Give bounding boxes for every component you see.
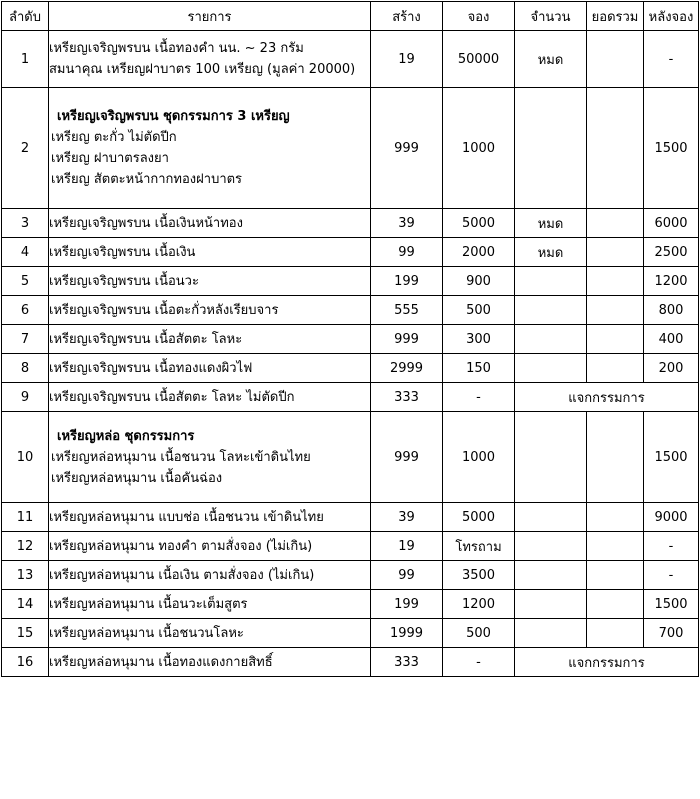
row-total <box>587 238 644 267</box>
table-row <box>2 238 699 267</box>
row-made: 39 <box>371 209 443 238</box>
row-item <box>49 354 371 383</box>
row-item <box>49 238 371 267</box>
table-row <box>2 267 699 296</box>
row-item <box>49 412 371 503</box>
header-made: สร้าง <box>371 2 443 31</box>
row-after: 1500 <box>644 590 699 619</box>
row-after: 800 <box>644 296 699 325</box>
table-row <box>2 31 699 88</box>
header-qty: จำนวน <box>515 2 587 31</box>
row-made: 333 <box>371 383 443 412</box>
header-after: หลังจอง <box>644 2 699 31</box>
row-booked: 500 <box>443 619 515 648</box>
row-booked: - <box>443 383 515 412</box>
row-after: - <box>644 31 699 88</box>
row-qty <box>515 296 587 325</box>
item-line: เหรียญ ฝาบาตรลงยา <box>51 151 169 166</box>
row-qty <box>515 88 587 209</box>
row-item <box>49 31 371 88</box>
table-row <box>2 619 699 648</box>
row-made: 199 <box>371 590 443 619</box>
row-total <box>587 31 644 88</box>
row-total <box>587 561 644 590</box>
item-line: เหรียญเจริญพรบน เนื้อสัตตะ โลหะ <box>49 331 243 347</box>
row-made: 999 <box>371 88 443 209</box>
row-no: 15 <box>2 619 49 648</box>
row-no: 16 <box>2 648 49 677</box>
row-no: 13 <box>2 561 49 590</box>
row-made: 99 <box>371 238 443 267</box>
item-line: เหรียญเจริญพรบน เนื้อนวะ <box>49 273 199 289</box>
item-line: เหรียญเจริญพรบน เนื้อเงิน <box>49 244 196 260</box>
row-total <box>587 88 644 209</box>
row-span-note: แจกกรรมการ <box>515 648 699 677</box>
row-qty <box>515 354 587 383</box>
row-made: 199 <box>371 267 443 296</box>
row-made: 999 <box>371 412 443 503</box>
item-line: เหรียญหล่อหนุมาน เนื้อทองแดงกายสิทธิ์ <box>49 654 273 670</box>
table-row <box>2 88 699 209</box>
row-made: 99 <box>371 561 443 590</box>
row-qty: หมด <box>515 238 587 267</box>
row-no: 1 <box>2 31 49 88</box>
item-line: เหรียญหล่อหนุมาน แบบช่อ เนื้อชนวน เข้าดินไทย <box>49 509 324 525</box>
row-booked: 1000 <box>443 412 515 503</box>
header-item: รายการ <box>49 2 371 31</box>
row-booked: 50000 <box>443 31 515 88</box>
row-after: 6000 <box>644 209 699 238</box>
table-header-row <box>2 2 699 31</box>
row-no: 8 <box>2 354 49 383</box>
row-item <box>49 648 371 677</box>
row-item <box>49 561 371 590</box>
header-booked: จอง <box>443 2 515 31</box>
table-row <box>2 561 699 590</box>
table-row <box>2 532 699 561</box>
row-qty <box>515 267 587 296</box>
row-total <box>587 619 644 648</box>
table-row <box>2 503 699 532</box>
table-row <box>2 383 699 412</box>
row-after: - <box>644 532 699 561</box>
row-item <box>49 88 371 209</box>
row-after: - <box>644 561 699 590</box>
item-line: เหรียญหล่อหนุมาน ทองคำ ตามสั่งจอง (ไม่เกิน) <box>49 538 313 554</box>
row-after: 400 <box>644 325 699 354</box>
row-booked: 300 <box>443 325 515 354</box>
item-line: สมนาคุณ เหรียญฝาบาตร 100 เหรียญ (มูลค่า 20000) <box>49 62 356 77</box>
row-no: 12 <box>2 532 49 561</box>
row-after: 1500 <box>644 412 699 503</box>
header-total: ยอดรวม <box>587 2 644 31</box>
row-after: 1500 <box>644 88 699 209</box>
row-made: 333 <box>371 648 443 677</box>
item-line: เหรียญเจริญพรบน เนื้อทองคำ นน. ~ 23 กรัม <box>49 41 304 56</box>
row-qty <box>515 325 587 354</box>
row-no: 10 <box>2 412 49 503</box>
row-qty <box>515 561 587 590</box>
item-line-heading: เหรียญหล่อ ชุดกรรมการ <box>57 428 195 444</box>
row-qty <box>515 412 587 503</box>
row-item <box>49 267 371 296</box>
row-item <box>49 590 371 619</box>
row-booked: 1200 <box>443 590 515 619</box>
row-after: 200 <box>644 354 699 383</box>
row-item <box>49 619 371 648</box>
row-after: 1200 <box>644 267 699 296</box>
table-row <box>2 590 699 619</box>
row-booked: - <box>443 648 515 677</box>
row-total <box>587 590 644 619</box>
row-total <box>587 296 644 325</box>
item-line: เหรียญเจริญพรบน เนื้อเงินหน้าทอง <box>49 215 243 231</box>
row-total <box>587 412 644 503</box>
item-line: เหรียญ สัตตะหน้ากากทองฝาบาตร <box>51 172 243 187</box>
price-sheet <box>0 1 700 799</box>
table-row <box>2 209 699 238</box>
row-made: 999 <box>371 325 443 354</box>
row-made: 2999 <box>371 354 443 383</box>
table-header <box>2 2 699 31</box>
table-row <box>2 296 699 325</box>
row-no: 3 <box>2 209 49 238</box>
row-item <box>49 532 371 561</box>
table-body <box>2 31 699 677</box>
row-made: 1999 <box>371 619 443 648</box>
table-row <box>2 325 699 354</box>
row-qty <box>515 619 587 648</box>
item-line: เหรียญหล่อหนุมาน เนื้อนวะเต็มสูตร <box>49 596 248 612</box>
row-item <box>49 296 371 325</box>
row-booked: 5000 <box>443 503 515 532</box>
table-row <box>2 412 699 503</box>
row-booked: 900 <box>443 267 515 296</box>
row-booked: 3500 <box>443 561 515 590</box>
row-after: 9000 <box>644 503 699 532</box>
row-total <box>587 325 644 354</box>
row-booked: 500 <box>443 296 515 325</box>
item-line: เหรียญ ตะกั่ว ไม่ตัดปีก <box>51 130 177 145</box>
row-made: 39 <box>371 503 443 532</box>
row-booked: 150 <box>443 354 515 383</box>
row-no: 5 <box>2 267 49 296</box>
row-after: 700 <box>644 619 699 648</box>
row-made: 19 <box>371 31 443 88</box>
row-total <box>587 503 644 532</box>
row-no: 9 <box>2 383 49 412</box>
row-no: 11 <box>2 503 49 532</box>
row-total <box>587 532 644 561</box>
row-item <box>49 383 371 412</box>
row-total <box>587 209 644 238</box>
row-qty: หมด <box>515 209 587 238</box>
row-total <box>587 267 644 296</box>
row-item <box>49 503 371 532</box>
row-after: 2500 <box>644 238 699 267</box>
table-row <box>2 648 699 677</box>
row-booked: 2000 <box>443 238 515 267</box>
row-total <box>587 354 644 383</box>
item-line: เหรียญหล่อหนุมาน เนื้อชนวนโลหะ <box>49 625 244 641</box>
row-no: 4 <box>2 238 49 267</box>
row-no: 6 <box>2 296 49 325</box>
item-line: เหรียญเจริญพรบน เนื้อตะกั่วหลังเรียบจาร <box>49 302 279 318</box>
row-booked: 1000 <box>443 88 515 209</box>
item-line-heading: เหรียญเจริญพรบน ชุดกรรมการ 3 เหรียญ <box>57 109 290 124</box>
row-made: 555 <box>371 296 443 325</box>
table-row <box>2 354 699 383</box>
item-line: เหรียญหล่อหนุมาน เนื้อชนวน โลหะเข้าดินไทย <box>51 449 311 465</box>
row-qty <box>515 503 587 532</box>
row-qty <box>515 590 587 619</box>
row-booked: 5000 <box>443 209 515 238</box>
item-line: เหรียญเจริญพรบน เนื้อทองแดงผิวไฟ <box>49 360 253 376</box>
row-span-note: แจกกรรมการ <box>515 383 699 412</box>
item-line: เหรียญหล่อหนุมาน เนื้อเงิน ตามสั่งจอง (ไม่เกิน) <box>49 567 315 583</box>
item-line: เหรียญเจริญพรบน เนื้อสัตตะ โลหะ ไม่ตัดปีก <box>49 389 295 405</box>
row-no: 2 <box>2 88 49 209</box>
header-no: ลำดับ <box>2 2 49 31</box>
row-no: 14 <box>2 590 49 619</box>
price-table <box>1 1 699 677</box>
row-item <box>49 209 371 238</box>
row-made: 19 <box>371 532 443 561</box>
row-booked: โทรถาม <box>443 532 515 561</box>
item-line: เหรียญหล่อหนุมาน เนื้อคันฉ่อง <box>51 470 223 486</box>
row-qty <box>515 532 587 561</box>
row-no: 7 <box>2 325 49 354</box>
row-qty: หมด <box>515 31 587 88</box>
row-item <box>49 325 371 354</box>
